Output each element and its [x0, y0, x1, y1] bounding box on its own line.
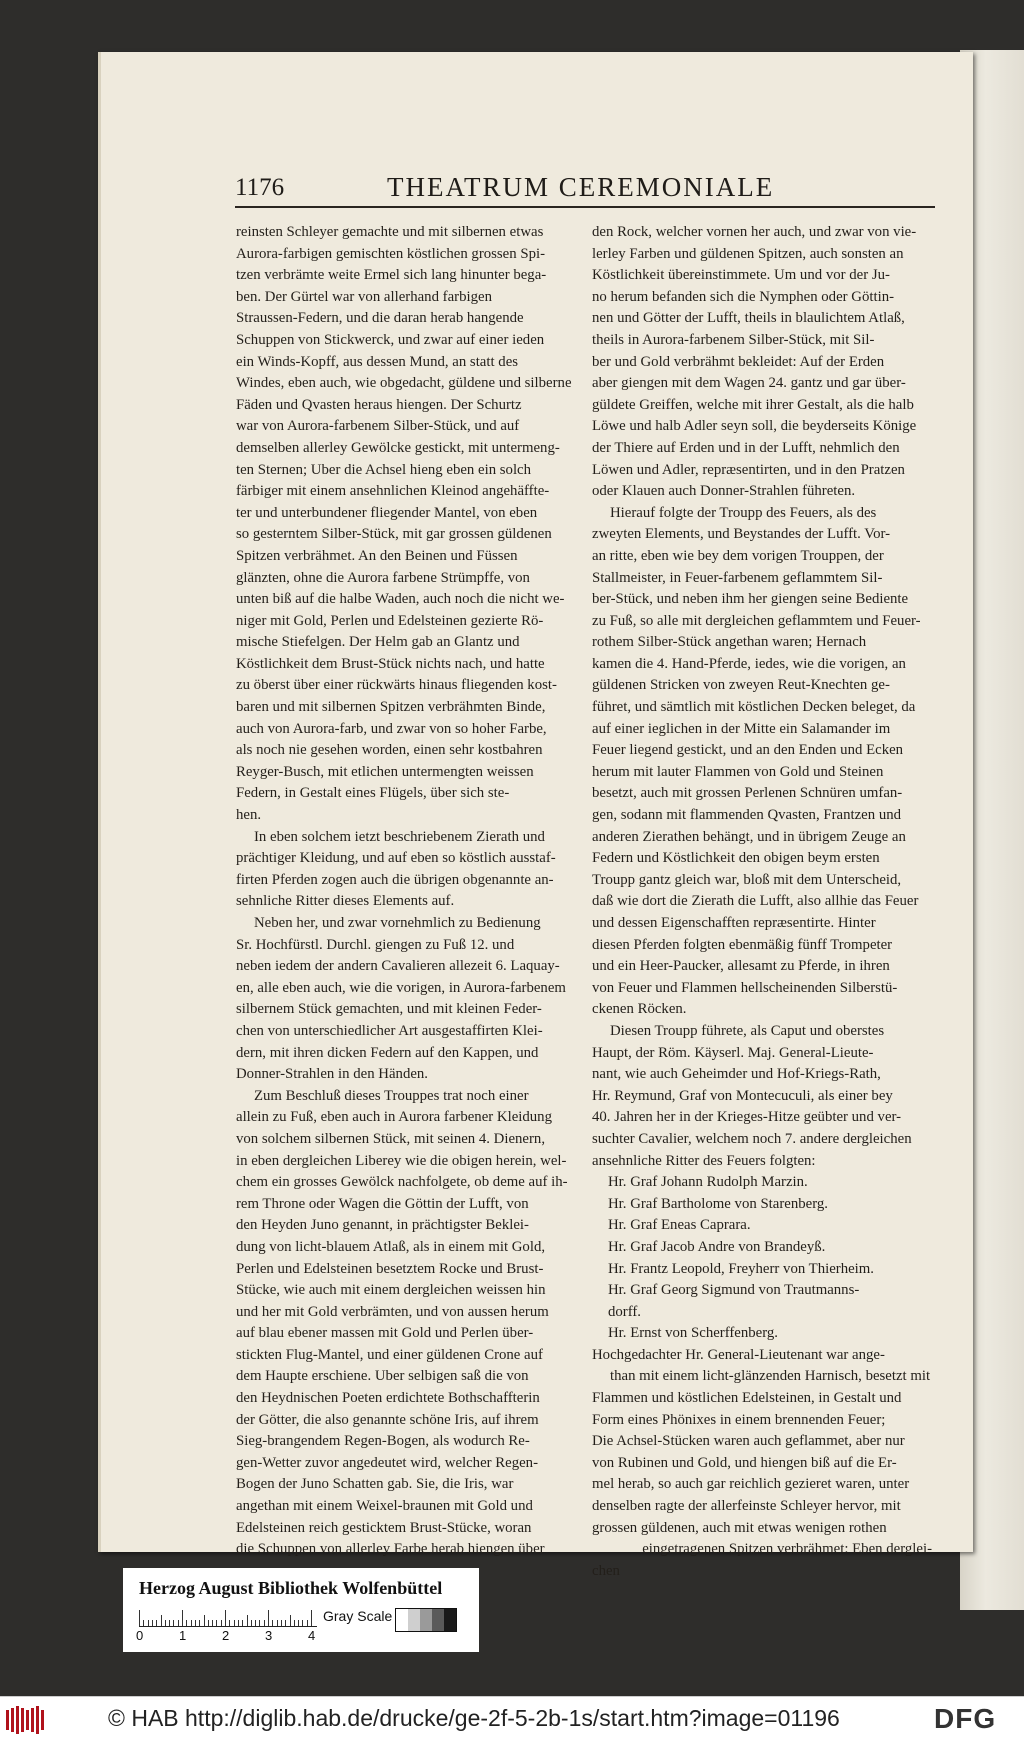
- text-line: hen.: [236, 807, 262, 824]
- gray-swatch: [396, 1609, 408, 1631]
- text-line: Hr. Graf Eneas Caprara.: [608, 1217, 751, 1234]
- text-line: Hr. Reymund, Graf von Montecuculi, als einer bey: [592, 1087, 893, 1104]
- ruler-tick: [281, 1620, 282, 1626]
- text-line: sehnliche Ritter dieses Elements auf.: [236, 893, 455, 910]
- gray-swatch: [420, 1609, 432, 1631]
- text-line: allein zu Fuß, eben auch in Aurora farbener Kleidung: [236, 1109, 552, 1126]
- text-line: grossen güldenen, auch mit etwas wenigen rothen: [592, 1519, 887, 1536]
- ruler-tick: [311, 1610, 312, 1626]
- text-line: Form eines Phönixes in einem brennenden Feuer;: [592, 1411, 886, 1428]
- text-line: besetzt, auch mit grossen Perlenen Schnüren umfan-: [592, 785, 903, 802]
- text-line: dorff.: [608, 1303, 642, 1320]
- ruler-tick: [307, 1620, 308, 1626]
- text-line: ckenen Röcken.: [592, 1001, 687, 1018]
- gray-swatch: [408, 1609, 420, 1631]
- text-line: theils in Aurora-farbenem Silber-Stück, mit Sil-: [592, 331, 875, 348]
- text-line: Hr. Graf Bartholome von Starenberg.: [608, 1195, 828, 1212]
- ruler-tick: [195, 1620, 196, 1626]
- text-line: Donner-Strahlen in den Händen.: [236, 1066, 429, 1083]
- ruler-tick: [298, 1620, 299, 1626]
- text-line: auf einer ieglichen in der Mitte ein Salamander im: [592, 720, 891, 737]
- text-line: ansehnliche Ritter des Feuers folgten:: [592, 1152, 816, 1169]
- ruler-tick: [182, 1610, 183, 1626]
- ruler-tick: [178, 1620, 179, 1626]
- text-line: dern, mit ihren dicken Federn auf den Kappen, und: [236, 1044, 539, 1061]
- text-line: ein Winds-Kopff, aus dessen Mund, an statt des: [236, 353, 519, 370]
- ruler-tick: [161, 1615, 162, 1626]
- text-line: Feuer liegend gestickt, und an den Enden und Ecken: [592, 742, 904, 759]
- text-line: Hierauf folgte der Troupp des Feuers, als des: [610, 504, 877, 521]
- text-line: Troupp gantz gleich war, bloß mit dem Unterscheid,: [592, 871, 902, 888]
- text-line: als noch nie gesehen worden, einen sehr kostbahren: [236, 742, 543, 759]
- ruler-number: 0: [136, 1628, 144, 1643]
- text-line: an ritte, eben wie bey dem vorigen Trouppen, der: [592, 547, 884, 564]
- text-line: in eben dergleichen Liberey wie die obigen herein, wel-: [236, 1152, 567, 1169]
- scale-ruler: [139, 1608, 317, 1627]
- ruler-tick: [225, 1610, 226, 1626]
- text-line: Köstlichkeit übereinstimmete. Um und vor der Ju-: [592, 267, 890, 284]
- text-line: Federn, in Gestalt eines Flügels, über sich ste-: [236, 785, 510, 802]
- text-line: no herum befanden sich die Nymphen oder Göttin-: [592, 288, 895, 305]
- text-line: demselben allerley Gewölcke gestickt, mit untermeng-: [236, 439, 560, 456]
- ruler-tick: [285, 1620, 286, 1626]
- ruler-tick: [242, 1620, 243, 1626]
- text-line: dem Haupte erschiene. Uber selbigen saß die von: [236, 1368, 529, 1385]
- ruler-tick: [152, 1620, 153, 1626]
- text-line: en, alle eben auch, wie die vorigen, in Aurora-farbenem: [236, 979, 566, 996]
- text-line: war von Aurora-farbenem Silber-Stück, und auf: [236, 418, 520, 435]
- text-line: so gesterntem Silber-Stück, mit gar grossen güldenen: [236, 526, 552, 543]
- gray-swatch: [432, 1609, 444, 1631]
- text-line: than mit einem licht-glänzenden Harnisch, besetzt mit: [610, 1368, 931, 1385]
- text-line: eingetragenen Spitzen verbrähmet: Eben derglei-: [642, 1541, 932, 1558]
- text-line: chen von unterschiedlicher Art ausgestaffirten Klei-: [236, 1022, 543, 1039]
- text-line: Löwe und halb Adler seyn soll, die beyderseits Könige: [592, 418, 917, 435]
- text-line: anderen Zierathen behängt, und in übrigem Zeuge an: [592, 828, 906, 845]
- text-line: auch von Aurora-farb, und zwar von so hoher Farbe,: [236, 720, 547, 737]
- dfg-logo: DFG: [934, 1703, 997, 1734]
- hab-logo-icon: [6, 1706, 46, 1734]
- ruler-tick: [204, 1615, 205, 1626]
- text-line: Straussen-Federn, und die daran herab hangende: [236, 310, 524, 327]
- text-line: daß wie dort die Zierath die Lufft, also allhie das Feuer: [592, 893, 919, 910]
- text-line: den Rock, welcher vornen her auch, und zwar von vie-: [592, 224, 917, 240]
- text-line: gen-Wetter zuvor angedeutet wird, welcher Regen-: [236, 1454, 539, 1471]
- text-line: Hr. Graf Johann Rudolph Marzin.: [608, 1174, 808, 1191]
- gray-scale-swatches: [395, 1608, 457, 1632]
- text-line: Spitzen verbrähmet. An den Beinen und Füssen: [236, 547, 518, 564]
- text-line: zweyten Elements, und Beystandes der Lufft. Vor-: [592, 526, 891, 543]
- text-line: zu Fuß, so alle mit dergleichen geflammtem und Feuer-: [592, 612, 921, 629]
- text-line: rothem Silber-Stück angethan waren; Hernach: [592, 634, 867, 651]
- running-head: THEATRUM CEREMONIALE: [387, 172, 775, 202]
- ruler-tick: [212, 1620, 213, 1626]
- text-line: güldete Greiffen, welche mit ihrer Gestalt, als die halb: [592, 396, 914, 413]
- text-line: Löwen und Adler, repræsentirten, und in den Pratzen: [592, 461, 905, 478]
- text-line: den Heydnischen Poeten erdichtete Bothschaffterin: [236, 1390, 540, 1407]
- text-line: angethan mit einem Weixel-braunen mit Gold und: [236, 1498, 533, 1515]
- ruler-tick: [302, 1620, 303, 1626]
- ruler-tick: [272, 1620, 273, 1626]
- text-line: kamen die 4. Hand-Pferde, iedes, wie die vorigen, an: [592, 655, 906, 672]
- text-line: zu öberst über einer rückwärts hinaus fliegenden kost-: [236, 677, 557, 694]
- text-line: färbiger mit einem ansehnlichen Kleinod angehäffte-: [236, 483, 550, 500]
- text-line: Die Achsel-Stücken waren auch geflammet, aber nur: [592, 1433, 905, 1450]
- text-line: 40. Jahren her in der Krieges-Hitze geübter und ver-: [592, 1109, 902, 1126]
- library-name: Herzog August Bibliothek Wolfenbüttel: [139, 1578, 443, 1598]
- text-line: und her mit Gold verbrämten, und von aussen herum: [236, 1303, 549, 1320]
- text-line: Reyger-Busch, mit etlichen untermengten weissen: [236, 763, 534, 780]
- text-line: Hr. Ernst von Scherffenberg.: [608, 1325, 778, 1342]
- ruler-tick: [234, 1620, 235, 1626]
- text-line: nant, wie auch Geheimder und Hof-Kriegs-Rath,: [592, 1066, 881, 1083]
- text-line: Zum Beschluß dieses Trouppes trat noch einer: [254, 1087, 529, 1104]
- text-line: chen: [592, 1562, 620, 1579]
- text-line: von Feuer und Flammen hellscheinenden Silberstü-: [592, 979, 898, 996]
- text-line: den Heyden Juno genannt, in prächtigster Beklei-: [236, 1217, 529, 1234]
- text-line: gen, sodann mit flammenden Qvasten, Frantzen und: [592, 807, 902, 824]
- text-line: denselben ragte der allerfeinste Schleyer hervor, mit: [592, 1498, 901, 1515]
- text-line: prächtiger Kleidung, und auf eben so köstlich ausstaf-: [236, 850, 556, 867]
- text-line: Aurora-farbigen gemischten köstlichen grossen Spi-: [236, 245, 546, 262]
- text-line: unten biß auf die halbe Waden, auch noch die nicht we-: [236, 591, 565, 608]
- text-line: dung von licht-blauem Atlaß, als in einem mit Gold,: [236, 1238, 546, 1255]
- text-line: der Götter, die also genannte schöne Iris, auf ihrem: [236, 1411, 539, 1428]
- footer-url-text[interactable]: © HAB http://diglib.hab.de/drucke/ge-2f-5-2b-1s/start.htm?image=01196: [108, 1705, 840, 1731]
- library-label-card: [123, 1568, 479, 1652]
- text-line: ben. Der Gürtel war von allerhand farbigen: [236, 288, 492, 305]
- text-line: güldenen Stricken von zweyen Reut-Knechten ge-: [592, 677, 890, 694]
- text-line: niger mit Gold, Perlen und Edelsteinen gezierte Rö-: [236, 612, 544, 629]
- text-line: diesen Pferden folgten ebenmäßig fünff Trompeter: [592, 936, 893, 953]
- ruler-tick: [208, 1620, 209, 1626]
- text-line: herum mit lauter Flammen von Gold und Steinen: [592, 763, 884, 780]
- text-line: führet, und sämtlich mit köstlichen Decken beleget, da: [592, 699, 916, 716]
- text-line: ber-Stück, und neben ihm her giengen seine Bediente: [592, 591, 909, 608]
- gray-swatch: [444, 1609, 456, 1631]
- text-line: Sieg-brangendem Regen-Bogen, als wodurch Re-: [236, 1433, 530, 1450]
- text-line: die Schuppen von allerley Farbe herab hiengen über: [236, 1541, 545, 1558]
- ruler-tick: [251, 1620, 252, 1626]
- text-line: firten Pferden zogen auch die übrigen obgenannte an-: [236, 871, 554, 888]
- ruler-tick: [191, 1620, 192, 1626]
- text-line: In eben solchem ietzt beschriebenem Zierath und: [254, 828, 545, 845]
- text-line: mische Stiefelgen. Der Helm gab an Glantz und: [236, 634, 520, 651]
- gray-scale-label: Gray Scale: [323, 1608, 393, 1624]
- ruler-tick: [169, 1620, 170, 1626]
- text-line: silbernem Stück gemachten, und mit kleinen Feder-: [236, 1001, 542, 1018]
- text-line: nen und Götter der Lufft, theils in blaulichtem Atlaß,: [592, 310, 905, 327]
- ruler-tick: [156, 1620, 157, 1626]
- text-line: Federn und Köstlichkeit den obigen beym ersten: [592, 850, 880, 867]
- text-line: ber und Gold verbrähmt bekleidet: Auf der Erden: [592, 353, 885, 370]
- text-line: Sr. Hochfürstl. Durchl. giengen zu Fuß 12. und: [236, 936, 515, 953]
- text-line: oder Klauen auch Donner-Strahlen führeten.: [592, 483, 856, 500]
- text-line: Windes, eben auch, wie obgedacht, güldene und silberne: [236, 375, 572, 392]
- text-line: Neben her, und zwar vornehmlich zu Bedienung: [254, 915, 541, 931]
- text-line: glänzten, ohne die Aurora farbene Strümpffe, von: [236, 569, 530, 586]
- text-line: stickten Flug-Mantel, und einer güldenen Crone auf: [236, 1346, 543, 1363]
- text-line: rem Throne oder Wagen die Göttin der Lufft, von: [236, 1195, 529, 1212]
- ruler-tick: [255, 1620, 256, 1626]
- ruler-tick: [247, 1615, 248, 1626]
- ruler-number: 4: [308, 1628, 316, 1643]
- text-line: Haupt, der Röm. Käyserl. Maj. General-Lieute-: [592, 1044, 874, 1061]
- text-line: reinsten Schleyer gemachte und mit silbernen etwas: [236, 224, 544, 240]
- text-line: lerley Farben und güldenen Spitzen, auch sonsten an: [592, 245, 904, 262]
- footer-bar: [0, 1696, 1024, 1740]
- text-column-left: [236, 222, 574, 1561]
- text-line: und ein Heer-Paucker, allesamt zu Pferde, in ihren: [592, 958, 890, 975]
- text-line: und dessen Eigenschafften repræsentirte. Hinter: [592, 915, 876, 931]
- text-line: Bogen der Juno Schatten gab. Sie, die Iris, war: [236, 1476, 514, 1493]
- ruler-tick: [221, 1620, 222, 1626]
- ruler-number: 1: [179, 1628, 187, 1643]
- ruler-tick: [268, 1610, 269, 1626]
- ruler-tick: [238, 1620, 239, 1626]
- text-line: von Rubinen und Gold, und hiengen biß auf die Er-: [592, 1454, 897, 1471]
- text-line: Hr. Frantz Leopold, Freyherr von Thierheim.: [608, 1260, 875, 1277]
- ruler-tick: [148, 1620, 149, 1626]
- text-line: Diesen Troupp führete, als Caput und oberstes: [610, 1022, 885, 1039]
- text-column-right: [592, 222, 932, 1582]
- text-line: von solchem silbernen Stück, mit seinen 4. Dienern,: [236, 1130, 546, 1147]
- text-line: ten Sternen; Uber die Achsel hieng eben ein solch: [236, 461, 532, 478]
- ruler-tick: [139, 1610, 140, 1626]
- text-line: Fäden und Qvasten heraus hiengen. Der Schurtz: [236, 396, 522, 413]
- text-line: suchter Cavalier, welchem noch 7. andere dergleichen: [592, 1130, 912, 1147]
- ruler-tick: [290, 1615, 291, 1626]
- text-line: mel herab, so auch gar reichlich gezieret waren, unter: [592, 1476, 910, 1493]
- text-line: tzen verbrämte weite Ermel sich lang hinunter bega-: [236, 267, 547, 284]
- text-line: neben iedem der andern Cavalieren allezeit 6. Laquay-: [236, 958, 560, 975]
- ruler-tick: [165, 1620, 166, 1626]
- header-rule: [235, 206, 935, 208]
- text-line: Edelsteinen reich gesticktem Brust-Stücke, woran: [236, 1519, 532, 1536]
- ruler-tick: [229, 1620, 230, 1626]
- text-line: Köstlichkeit dem Brust-Stück nichts nach, und hatte: [236, 655, 545, 672]
- text-line: der Thiere auf Erden und in der Lufft, nehmlich den: [592, 439, 900, 456]
- text-line: Hr. Graf Georg Sigmund von Trautmanns-: [608, 1282, 860, 1299]
- text-line: aber giengen mit dem Wagen 24. gantz und gar über-: [592, 375, 906, 392]
- ruler-tick: [277, 1620, 278, 1626]
- text-line: Hr. Graf Jacob Andre von Brandeyß.: [608, 1238, 826, 1255]
- text-line: Schuppen von Stickwerck, und zwar auf einer ieden: [236, 331, 545, 348]
- ruler-tick: [186, 1620, 187, 1626]
- text-line: ter und unterbundener fliegender Mantel, von eben: [236, 504, 538, 521]
- page-number: 1176: [235, 174, 285, 201]
- ruler-tick: [199, 1620, 200, 1626]
- ruler-tick: [173, 1620, 174, 1626]
- text-line: auf blau ebener massen mit Gold und Perlen über-: [236, 1325, 534, 1342]
- ruler-tick: [294, 1620, 295, 1626]
- text-line: Stücke, wie auch mit einem dergleichen weissen hin: [236, 1282, 546, 1299]
- ruler-tick: [259, 1620, 260, 1626]
- text-line: Perlen und Edelsteinen besetztem Rocke und Brust-: [236, 1260, 544, 1277]
- ruler-tick: [264, 1620, 265, 1626]
- ruler-number: 2: [222, 1628, 230, 1643]
- text-line: chem ein grosses Gewölck nachfolgete, ob deme auf ih-: [236, 1174, 568, 1191]
- text-line: baren und mit silbernen Spitzen verbrähmten Binde,: [236, 699, 546, 716]
- ruler-number: 3: [265, 1628, 273, 1643]
- ruler-tick: [143, 1620, 144, 1626]
- text-line: Hochgedachter Hr. General-Lieutenant war ange-: [592, 1346, 885, 1363]
- text-line: Stallmeister, in Feuer-farbenem geflammtem Sil-: [592, 569, 883, 586]
- ruler-tick: [216, 1620, 217, 1626]
- text-line: Flammen und köstlichen Edelsteinen, in Gestalt und: [592, 1390, 902, 1407]
